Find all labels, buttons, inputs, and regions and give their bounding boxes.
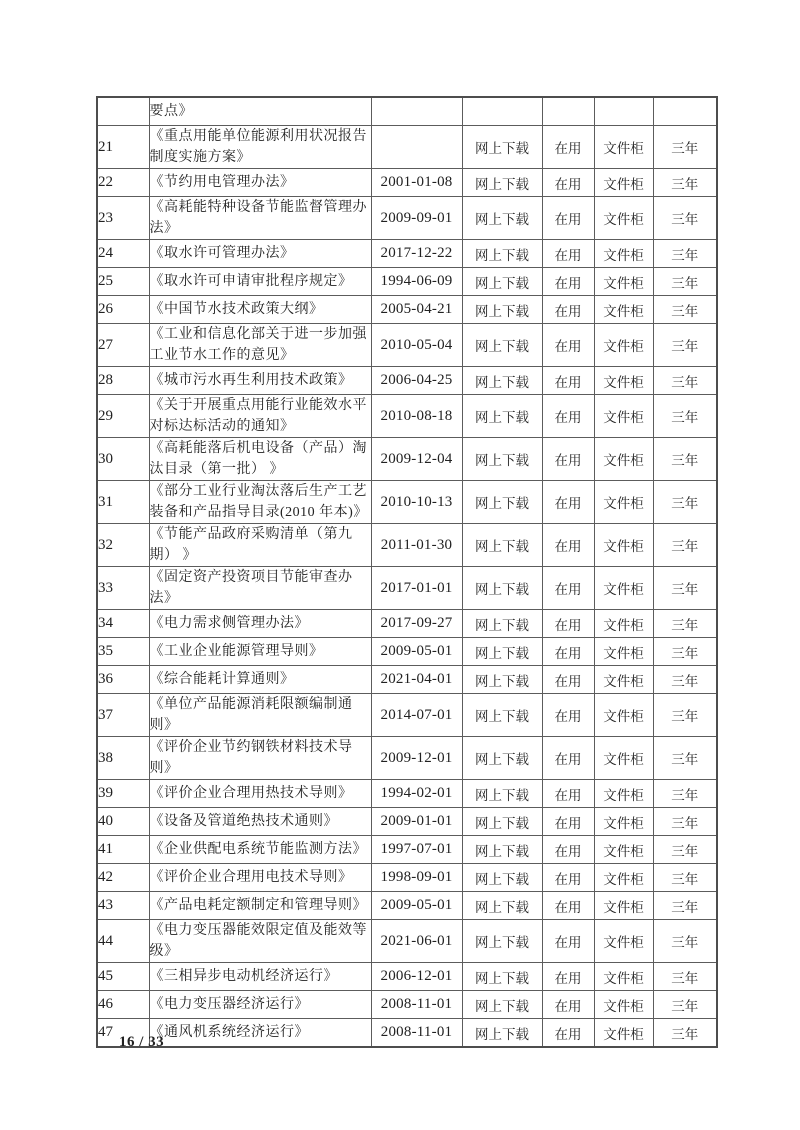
retention-period-cell: 三年 [653,395,717,438]
publish-date-cell: 2017-09-27 [371,610,462,638]
storage-location-cell: 文件柜 [594,737,653,780]
storage-location-cell: 文件柜 [594,524,653,567]
row-number-cell: 28 [97,367,149,395]
storage-location-cell: 文件柜 [594,638,653,666]
publish-date-cell: 2008-11-01 [371,1019,462,1048]
row-number-cell: 45 [97,963,149,991]
table-row [97,240,717,268]
document-title-cell: 《高耗能特种设备节能监督管理办法》 [149,197,371,240]
storage-location-cell: 文件柜 [594,567,653,610]
access-method-cell: 网上下载 [462,126,542,169]
row-number-cell: 43 [97,892,149,920]
access-method-cell: 网上下载 [462,524,542,567]
table-row [97,395,717,438]
publish-date-cell: 2017-01-01 [371,567,462,610]
publish-date-cell [371,126,462,169]
document-title-cell: 《中国节水技术政策大纲》 [149,296,371,324]
publish-date-cell: 2017-12-22 [371,240,462,268]
status-cell [542,97,594,126]
row-number-cell: 37 [97,694,149,737]
retention-period-cell: 三年 [653,836,717,864]
document-title-cell: 《通风机系统经济运行》 [149,1019,371,1048]
access-method-cell: 网上下载 [462,864,542,892]
table-row [97,694,717,737]
status-cell: 在用 [542,991,594,1019]
status-cell: 在用 [542,240,594,268]
row-number-cell: 34 [97,610,149,638]
document-title-cell: 《产品电耗定额制定和管理导则》 [149,892,371,920]
retention-period-cell: 三年 [653,268,717,296]
storage-location-cell: 文件柜 [594,780,653,808]
publish-date-cell: 2005-04-21 [371,296,462,324]
row-number-cell [97,97,149,126]
status-cell: 在用 [542,836,594,864]
row-number-cell: 33 [97,567,149,610]
document-title-cell: 《电力变压器经济运行》 [149,991,371,1019]
retention-period-cell: 三年 [653,920,717,963]
status-cell: 在用 [542,638,594,666]
publish-date-cell: 2009-12-04 [371,438,462,481]
table-row [97,524,717,567]
row-number-cell: 40 [97,808,149,836]
publish-date-cell: 2009-09-01 [371,197,462,240]
row-number-cell: 42 [97,864,149,892]
publish-date-cell: 1994-06-09 [371,268,462,296]
row-number-cell: 39 [97,780,149,808]
regulations-table [96,96,718,1048]
publish-date-cell: 2011-01-30 [371,524,462,567]
document-title-cell: 《取水许可申请审批程序规定》 [149,268,371,296]
row-number-cell: 44 [97,920,149,963]
publish-date-cell: 1997-07-01 [371,836,462,864]
retention-period-cell: 三年 [653,694,717,737]
document-title-cell: 《关于开展重点用能行业能效水平对标达标活动的通知》 [149,395,371,438]
table-row [97,438,717,481]
status-cell: 在用 [542,524,594,567]
table-row [97,638,717,666]
access-method-cell: 网上下载 [462,694,542,737]
row-number-cell: 31 [97,481,149,524]
status-cell: 在用 [542,963,594,991]
status-cell: 在用 [542,197,594,240]
status-cell: 在用 [542,567,594,610]
row-number-cell: 35 [97,638,149,666]
retention-period-cell: 三年 [653,780,717,808]
document-title-cell: 《节能产品政府采购清单（第九期） 》 [149,524,371,567]
publish-date-cell: 2009-12-01 [371,737,462,780]
page-number-footer: 16 / 33 [119,1034,165,1050]
access-method-cell: 网上下载 [462,567,542,610]
access-method-cell: 网上下载 [462,324,542,367]
retention-period-cell: 三年 [653,296,717,324]
retention-period-cell: 三年 [653,638,717,666]
access-method-cell: 网上下载 [462,780,542,808]
storage-location-cell: 文件柜 [594,481,653,524]
access-method-cell: 网上下载 [462,1019,542,1048]
status-cell: 在用 [542,481,594,524]
storage-location-cell: 文件柜 [594,240,653,268]
table-row [97,481,717,524]
table-row [97,367,717,395]
access-method-cell: 网上下载 [462,808,542,836]
table-row [97,324,717,367]
document-title-cell: 《评价企业节约钢铁材料技术导则》 [149,737,371,780]
retention-period-cell: 三年 [653,240,717,268]
document-title-cell: 《评价企业合理用热技术导则》 [149,780,371,808]
publish-date-cell: 2021-04-01 [371,666,462,694]
document-title-cell: 《设备及管道绝热技术通则》 [149,808,371,836]
status-cell: 在用 [542,169,594,197]
table-row [97,780,717,808]
access-method-cell: 网上下载 [462,991,542,1019]
retention-period-cell: 三年 [653,991,717,1019]
retention-period-cell: 三年 [653,197,717,240]
access-method-cell: 网上下载 [462,240,542,268]
publish-date-cell: 2014-07-01 [371,694,462,737]
access-method-cell: 网上下载 [462,963,542,991]
retention-period-cell: 三年 [653,892,717,920]
publish-date-cell: 2009-01-01 [371,808,462,836]
access-method-cell: 网上下载 [462,268,542,296]
storage-location-cell: 文件柜 [594,126,653,169]
status-cell: 在用 [542,268,594,296]
status-cell: 在用 [542,296,594,324]
status-cell: 在用 [542,864,594,892]
document-title-cell: 《部分工业行业淘汰落后生产工艺装备和产品指导目录(2010 年本)》 [149,481,371,524]
storage-location-cell: 文件柜 [594,268,653,296]
retention-period-cell: 三年 [653,567,717,610]
retention-period-cell: 三年 [653,524,717,567]
access-method-cell: 网上下载 [462,481,542,524]
storage-location-cell: 文件柜 [594,296,653,324]
retention-period-cell: 三年 [653,864,717,892]
row-number-cell: 46 [97,991,149,1019]
publish-date-cell: 2009-05-01 [371,638,462,666]
storage-location-cell: 文件柜 [594,808,653,836]
row-number-cell: 21 [97,126,149,169]
access-method-cell: 网上下载 [462,197,542,240]
status-cell: 在用 [542,808,594,836]
access-method-cell: 网上下载 [462,367,542,395]
access-method-cell: 网上下载 [462,438,542,481]
row-number-cell: 32 [97,524,149,567]
document-title-cell: 《工业和信息化部关于进一步加强工业节水工作的意见》 [149,324,371,367]
storage-location-cell: 文件柜 [594,864,653,892]
retention-period-cell: 三年 [653,367,717,395]
publish-date-cell: 2006-12-01 [371,963,462,991]
row-number-cell: 38 [97,737,149,780]
publish-date-cell: 2001-01-08 [371,169,462,197]
publish-date-cell: 2010-10-13 [371,481,462,524]
access-method-cell: 网上下载 [462,610,542,638]
storage-location-cell: 文件柜 [594,694,653,737]
publish-date-cell: 2010-05-04 [371,324,462,367]
row-number-cell: 29 [97,395,149,438]
table-row [97,97,717,126]
document-title-cell: 《综合能耗计算通则》 [149,666,371,694]
access-method-cell: 网上下载 [462,296,542,324]
document-title-cell: 《三相异步电动机经济运行》 [149,963,371,991]
access-method-cell: 网上下载 [462,638,542,666]
table-row [97,963,717,991]
retention-period-cell: 三年 [653,169,717,197]
document-title-cell: 《电力变压器能效限定值及能效等级》 [149,920,371,963]
storage-location-cell: 文件柜 [594,324,653,367]
row-number-cell: 41 [97,836,149,864]
storage-location-cell: 文件柜 [594,1019,653,1048]
publish-date-cell: 2006-04-25 [371,367,462,395]
document-title-cell: 《工业企业能源管理导则》 [149,638,371,666]
publish-date-cell: 2021-06-01 [371,920,462,963]
retention-period-cell: 三年 [653,610,717,638]
row-number-cell: 47 [97,1019,149,1048]
document-title-cell: 《高耗能落后机电设备（产品）淘汰目录（第一批） 》 [149,438,371,481]
table-row [97,666,717,694]
row-number-cell: 36 [97,666,149,694]
retention-period-cell [653,97,717,126]
table-row [97,920,717,963]
access-method-cell: 网上下载 [462,666,542,694]
retention-period-cell: 三年 [653,666,717,694]
document-title-cell: 《单位产品能源消耗限额编制通则》 [149,694,371,737]
status-cell: 在用 [542,780,594,808]
table-row [97,737,717,780]
retention-period-cell: 三年 [653,481,717,524]
table-row [97,892,717,920]
status-cell: 在用 [542,694,594,737]
retention-period-cell: 三年 [653,438,717,481]
publish-date-cell: 2008-11-01 [371,991,462,1019]
storage-location-cell: 文件柜 [594,438,653,481]
storage-location-cell: 文件柜 [594,892,653,920]
access-method-cell [462,97,542,126]
storage-location-cell: 文件柜 [594,920,653,963]
publish-date-cell: 2009-05-01 [371,892,462,920]
table-row [97,610,717,638]
access-method-cell: 网上下载 [462,169,542,197]
retention-period-cell: 三年 [653,808,717,836]
document-title-cell: 《取水许可管理办法》 [149,240,371,268]
publish-date-cell: 1998-09-01 [371,864,462,892]
access-method-cell: 网上下载 [462,836,542,864]
table-body [97,97,717,1047]
storage-location-cell: 文件柜 [594,367,653,395]
storage-location-cell: 文件柜 [594,610,653,638]
status-cell: 在用 [542,920,594,963]
status-cell: 在用 [542,395,594,438]
status-cell: 在用 [542,892,594,920]
table-row [97,567,717,610]
retention-period-cell: 三年 [653,126,717,169]
document-title-cell: 《重点用能单位能源利用状况报告制度实施方案》 [149,126,371,169]
document-title-cell: 《电力需求侧管理办法》 [149,610,371,638]
storage-location-cell: 文件柜 [594,666,653,694]
row-number-cell: 23 [97,197,149,240]
table-row [97,836,717,864]
document-title-cell: 《评价企业合理用电技术导则》 [149,864,371,892]
table-row [97,126,717,169]
status-cell: 在用 [542,737,594,780]
status-cell: 在用 [542,367,594,395]
row-number-cell: 30 [97,438,149,481]
status-cell: 在用 [542,324,594,367]
row-number-cell: 26 [97,296,149,324]
storage-location-cell: 文件柜 [594,169,653,197]
table-row [97,296,717,324]
document-title-cell: 《固定资产投资项目节能审查办法》 [149,567,371,610]
access-method-cell: 网上下载 [462,920,542,963]
document-title-cell: 《企业供配电系统节能监测方法》 [149,836,371,864]
table-row [97,864,717,892]
retention-period-cell: 三年 [653,737,717,780]
access-method-cell: 网上下载 [462,395,542,438]
publish-date-cell [371,97,462,126]
status-cell: 在用 [542,438,594,481]
status-cell: 在用 [542,1019,594,1048]
table-row [97,991,717,1019]
storage-location-cell: 文件柜 [594,197,653,240]
row-number-cell: 25 [97,268,149,296]
storage-location-cell: 文件柜 [594,395,653,438]
table-row [97,1019,717,1048]
access-method-cell: 网上下载 [462,892,542,920]
document-title-cell: 《城市污水再生利用技术政策》 [149,367,371,395]
retention-period-cell: 三年 [653,1019,717,1048]
publish-date-cell: 2010-08-18 [371,395,462,438]
table-row [97,808,717,836]
row-number-cell: 27 [97,324,149,367]
storage-location-cell: 文件柜 [594,963,653,991]
table-row [97,197,717,240]
document-title-cell: 要点》 [149,97,371,126]
storage-location-cell: 文件柜 [594,991,653,1019]
table-row [97,268,717,296]
storage-location-cell: 文件柜 [594,836,653,864]
table-row [97,169,717,197]
status-cell: 在用 [542,666,594,694]
publish-date-cell: 1994-02-01 [371,780,462,808]
access-method-cell: 网上下载 [462,737,542,780]
document-title-cell: 《节约用电管理办法》 [149,169,371,197]
row-number-cell: 24 [97,240,149,268]
retention-period-cell: 三年 [653,963,717,991]
storage-location-cell [594,97,653,126]
retention-period-cell: 三年 [653,324,717,367]
status-cell: 在用 [542,610,594,638]
status-cell: 在用 [542,126,594,169]
row-number-cell: 22 [97,169,149,197]
